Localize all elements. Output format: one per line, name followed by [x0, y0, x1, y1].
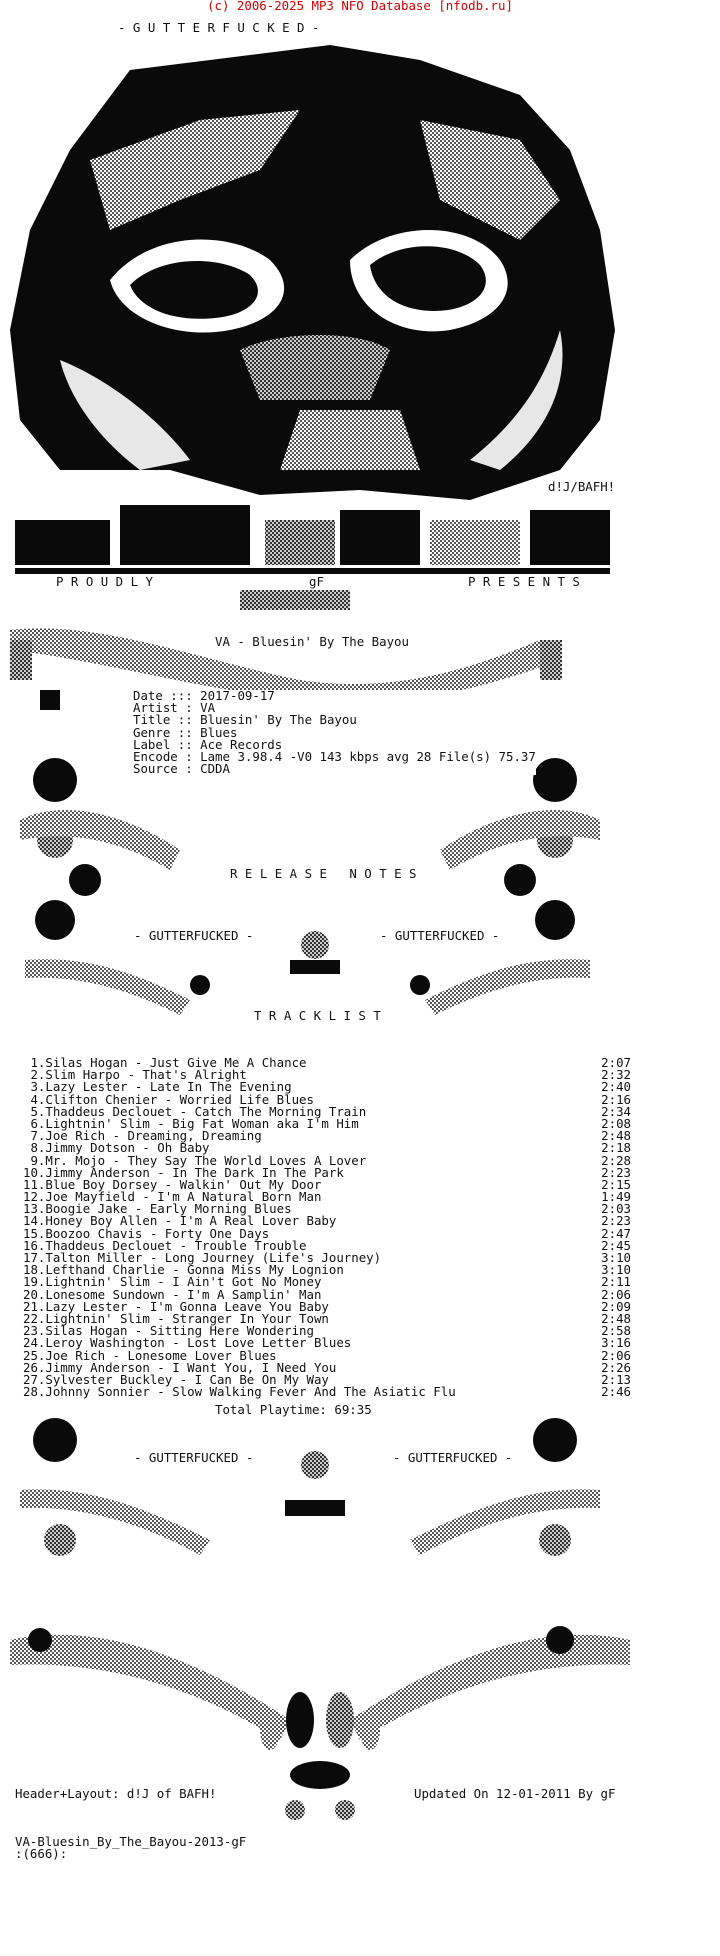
track-time: 2:58 — [601, 1323, 631, 1339]
info-value: CDDA — [200, 761, 230, 777]
track-number: 10. — [23, 1164, 46, 1180]
track-number: 22. — [23, 1310, 46, 1326]
info-key: Date ::: — [133, 688, 201, 703]
track-name: Boogie Jake - Early Morning Blues — [45, 1201, 292, 1217]
gf-text: gF — [309, 574, 324, 589]
skull-art — [10, 45, 615, 500]
track-number: 15. — [23, 1225, 46, 1241]
track-name: Lazy Lester - I'm Gonna Leave You Baby — [45, 1298, 329, 1314]
track-number: 5. — [23, 1103, 46, 1119]
track-name: Lightnin' Slim - Stranger In Your Town — [45, 1310, 329, 1326]
track-number: 4. — [23, 1091, 46, 1107]
track-number: 8. — [23, 1140, 46, 1156]
track-name: Jimmy Anderson - In The Dark In The Park — [45, 1164, 344, 1180]
track-time: 3:10 — [601, 1262, 631, 1278]
artist-tag: d!J/BAFH! — [548, 479, 616, 494]
track-time: 2:45 — [601, 1237, 631, 1253]
track-title — [23, 1386, 456, 1398]
track-name: Lightnin' Slim - Big Fat Woman aka I'm Him — [45, 1115, 359, 1131]
track-number: 23. — [23, 1323, 46, 1339]
track-time: 2:08 — [601, 1115, 631, 1131]
track-number: 16. — [23, 1237, 46, 1253]
track-number: 27. — [23, 1371, 46, 1387]
track-name: Blue Boy Dorsey - Walkin' Out My Door — [45, 1176, 322, 1192]
track-time: 2:23 — [601, 1164, 631, 1180]
track-time: 1:49 — [601, 1189, 631, 1205]
track-name: Jimmy Anderson - I Want You, I Need You — [45, 1359, 337, 1375]
track-number: 3. — [23, 1079, 46, 1095]
track-name: Honey Boy Allen - I'm A Real Lover Baby — [45, 1213, 337, 1229]
info-key: Genre :: — [133, 724, 201, 740]
total-playtime: Total Playtime: 69:35 — [215, 1402, 372, 1417]
track-time: 2:40 — [601, 1079, 631, 1095]
info-row — [133, 763, 536, 775]
track-number: 28. — [23, 1384, 46, 1400]
info-value: Lame 3.98.4 -V0 143 kbps avg 28 File(s) 75.37 — [200, 749, 536, 765]
track-time: 2:48 — [601, 1310, 631, 1326]
divider-1-left: - GUTTERFUCKED - — [134, 928, 254, 943]
track-number: 17. — [23, 1250, 46, 1265]
copyright-line: (c) 2006-2025 MP3 NFO Database [nfodb.ru] — [207, 0, 513, 13]
info-key: Source : — [133, 761, 201, 777]
track-name: Thaddeus Declouet - Catch The Morning Train — [45, 1103, 367, 1119]
info-key: Encode : — [133, 749, 201, 765]
track-name: Leroy Washington - Lost Love Letter Blues — [45, 1335, 352, 1351]
banner-art — [15, 505, 610, 610]
track-name: Lazy Lester - Late In The Evening — [45, 1079, 292, 1095]
track-time: 2:15 — [601, 1176, 631, 1192]
track-name: Silas Hogan - Sitting Here Wondering — [45, 1323, 314, 1339]
track-time: 2:34 — [601, 1103, 631, 1119]
track-number: 20. — [23, 1286, 46, 1302]
release-title: VA - Bluesin' By The Bayou — [215, 634, 409, 649]
track-time: 2:23 — [601, 1213, 631, 1229]
track-row — [23, 1386, 631, 1398]
info-value: VA — [200, 700, 216, 716]
divider-art-1 — [25, 900, 590, 1015]
divider-art-2 — [20, 1418, 600, 1556]
track-time: 2:26 — [601, 1359, 631, 1375]
info-key: Label :: — [133, 736, 201, 752]
info-value: 2017-09-17 — [200, 688, 275, 703]
track-name: Joe Rich - Dreaming, Dreaming — [45, 1128, 262, 1144]
track-time: 2:16 — [601, 1091, 631, 1107]
track-number: 25. — [23, 1347, 46, 1363]
track-time: 2:28 — [601, 1152, 631, 1168]
track-number: 21. — [23, 1298, 46, 1314]
track-name: Joe Rich - Lonesome Lover Blues — [45, 1347, 277, 1363]
info-value: Blues — [200, 724, 238, 740]
presents-text: P R E S E N T S — [468, 574, 580, 589]
track-name: Lightnin' Slim - I Ain't Got No Money — [45, 1274, 322, 1290]
track-time: 2:13 — [601, 1371, 631, 1387]
track-name: Boozoo Chavis - Forty One Days — [45, 1225, 270, 1241]
track-time: 2:48 — [601, 1128, 631, 1144]
track-number: 11. — [23, 1176, 46, 1192]
info-key: Title :: — [133, 712, 201, 728]
release-info — [133, 690, 536, 775]
divider-2-left: - GUTTERFUCKED - — [134, 1450, 254, 1465]
track-number: 2. — [23, 1067, 46, 1083]
track-name: Johnny Sonnier - Slow Walking Fever And The Asiatic Flu — [45, 1384, 456, 1400]
track-time: 3:16 — [601, 1335, 631, 1351]
track-time: 2:06 — [601, 1286, 631, 1302]
track-name: Jimmy Dotson - Oh Baby — [45, 1140, 210, 1156]
info-value: Bluesin' By The Bayou — [200, 712, 357, 728]
credits-left: Header+Layout: d!J of BAFH! — [15, 1786, 217, 1801]
track-name: Mr. Mojo - They Say The World Loves A Lover — [45, 1152, 367, 1168]
track-name: Clifton Chenier - Worried Life Blues — [45, 1091, 314, 1107]
track-number: 6. — [23, 1115, 46, 1131]
track-time: 2:47 — [601, 1225, 631, 1241]
info-key: Artist : — [133, 700, 201, 716]
release-filename: VA-Bluesin_By_The_Bayou-2013-gF — [15, 1834, 247, 1849]
track-time: 2:06 — [601, 1347, 631, 1363]
track-name: Joe Mayfield - I'm A Natural Born Man — [45, 1189, 322, 1205]
tracklist-heading: T R A C K L I S T — [254, 1008, 381, 1023]
tracklist — [23, 1057, 631, 1398]
track-name: Silas Hogan - Just Give Me A Chance — [45, 1055, 307, 1070]
track-number: 14. — [23, 1213, 46, 1229]
track-number: 7. — [23, 1128, 46, 1144]
credits-right: Updated On 12-01-2011 By gF — [414, 1786, 616, 1801]
track-time: 2:09 — [601, 1298, 631, 1314]
track-number: 24. — [23, 1335, 46, 1351]
track-name: Slim Harpo - That's Alright — [45, 1067, 247, 1083]
track-name: Lonesome Sundown - I'm A Samplin' Man — [45, 1286, 322, 1302]
group-banner: - G U T T E R F U C K E D - — [118, 20, 320, 35]
track-number: 9. — [23, 1152, 46, 1168]
track-time: 2:07 — [601, 1055, 631, 1070]
divider-2-right: - GUTTERFUCKED - — [393, 1450, 513, 1465]
signature: :(666): — [15, 1846, 68, 1861]
track-number: 12. — [23, 1189, 46, 1205]
divider-1-right: - GUTTERFUCKED - — [380, 928, 500, 943]
track-time: 2:18 — [601, 1140, 631, 1156]
track-time: 2:32 — [601, 1067, 631, 1083]
track-number: 19. — [23, 1274, 46, 1290]
track-time: 2:11 — [601, 1274, 631, 1290]
info-value: Ace Records — [200, 736, 283, 752]
track-number: 1. — [23, 1055, 46, 1070]
track-number: 26. — [23, 1359, 46, 1375]
track-number: 13. — [23, 1201, 46, 1217]
track-name: Sylvester Buckley - I Can Be On My Way — [45, 1371, 329, 1387]
track-number: 18. — [23, 1262, 46, 1278]
track-time: 2:46 — [601, 1384, 631, 1400]
track-name: Talton Miller - Long Journey (Life's Journey) — [45, 1250, 382, 1265]
release-notes-heading: R E L E A S E N O T E S — [230, 866, 417, 881]
track-time: 2:03 — [601, 1201, 631, 1217]
track-name: Thaddeus Declouet - Trouble Trouble — [45, 1237, 307, 1253]
track-name: Lefthand Charlie - Gonna Miss My Lognion — [45, 1262, 344, 1278]
track-time: 3:10 — [601, 1250, 631, 1265]
proudly-text: P R O U D L Y — [56, 574, 153, 589]
